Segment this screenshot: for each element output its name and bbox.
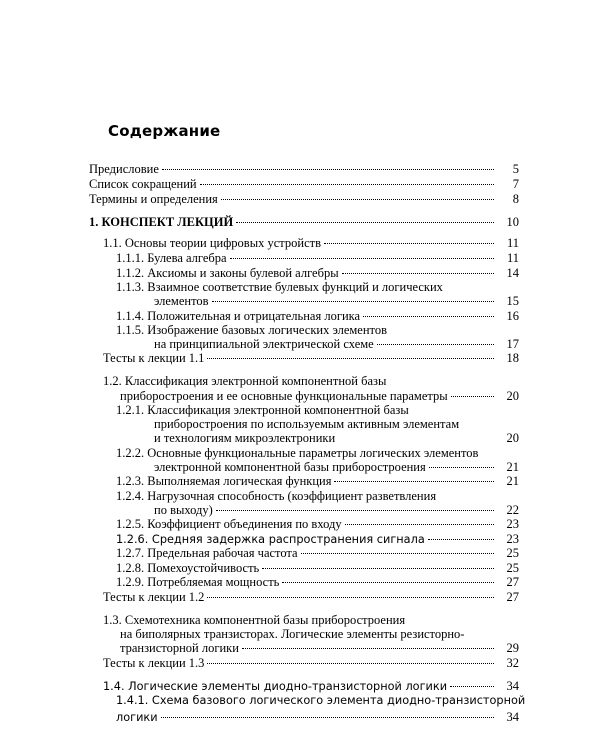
toc-entry-title: 1.2.5. Коэффициент объединения по входу [116,517,342,531]
toc-entry-tests-1-1[interactable] [103,351,519,365]
dot-leader [429,467,494,468]
toc-entry-1-2-line1[interactable]: 1.2. Классификация электронной компонентной базы [103,374,387,388]
toc-entry-1-2-9[interactable] [116,575,519,589]
toc-entry-terminy[interactable] [89,192,519,206]
toc-entry-title: на принципиальной электрической схеме [154,337,374,351]
dot-leader [450,686,494,687]
toc-entry-title: 1.1. Основы теории цифровых устройств [103,236,321,250]
dot-leader [345,524,494,525]
toc-entry-title: 1.1.1. Булева алгебра [116,251,227,265]
toc-entry-konspekt[interactable] [89,215,519,229]
dot-leader [324,243,494,244]
toc-entry-title: Тесты к лекции 1.3 [103,656,205,670]
toc-entry-title: 1. КОНСПЕКТ ЛЕКЦИЙ [89,215,234,229]
dot-leader [236,222,494,223]
toc-entry-1-2-3[interactable] [116,474,519,488]
dot-leader [363,316,494,317]
toc-entry-page: 21 [506,474,519,488]
toc-entry-1-3[interactable] [103,641,519,655]
toc-entry-title: Тесты к лекции 1.1 [103,351,205,365]
toc-entry-title: 1.1.4. Положительная и отрицательная логика [116,309,361,323]
dot-leader [162,169,494,170]
toc-entry-1-2-1-line1[interactable]: 1.2.1. Классификация электронной компонентной базы [116,403,409,417]
dot-leader [212,301,494,302]
toc-entry-1-2-2[interactable] [116,460,519,474]
toc-entry-spisok[interactable] [89,177,519,191]
toc-entry-tests-1-3[interactable] [103,656,519,670]
toc-entry-1-4-1-line1[interactable]: 1.4.1. Схема базового логического элемента диодно-транзисторной [116,694,526,707]
toc-entry-1-1-5[interactable] [116,337,519,351]
dot-leader [342,273,494,274]
toc-entry-1-1[interactable] [103,236,519,250]
toc-entry-page: 7 [512,177,519,191]
toc-entry-page: 20 [506,431,519,445]
dot-leader [216,510,494,511]
toc-entry-title: 1.2.9. Потребляемая мощность [116,575,280,589]
toc-entry-page: 23 [506,532,519,546]
toc-entry-1-4-1[interactable] [116,710,519,725]
dot-leader [207,663,494,664]
toc-entry-1-2-4-line1[interactable]: 1.2.4. Нагрузочная способность (коэффициент разветвления [116,489,437,503]
toc-entry-1-2-2-line1[interactable]: 1.2.2. Основные функциональные параметры логических элементов [116,446,479,460]
toc-entry-page: 8 [512,192,519,206]
toc-entry-page: 17 [506,337,519,351]
toc-entry-page: 21 [506,460,519,474]
dot-leader [451,396,494,397]
toc-entry-page: 20 [506,389,519,403]
toc-entry-1-2-1[interactable] [116,431,519,445]
dot-leader [230,258,494,259]
dot-leader [221,199,494,200]
dot-leader [334,481,494,482]
toc-entry-page: 14 [506,266,519,280]
toc-entry-page: 27 [506,575,519,589]
toc-entry-1-3-line1[interactable]: 1.3. Схемотехника компонентной базы приборостроения [103,613,406,627]
toc-entry-page: 5 [512,162,519,176]
toc-entry-1-4[interactable] [103,679,519,694]
toc-entry-title: 1.1.2. Аксиомы и законы булевой алгебры [116,266,339,280]
toc-entry-title: Тесты к лекции 1.2 [103,590,205,604]
toc-entry-title: Предисловие [89,162,159,176]
dot-leader [207,358,494,359]
toc-entry-1-1-3[interactable] [116,294,519,308]
toc-entry-predislovie[interactable] [89,162,519,176]
dot-leader [301,553,494,554]
toc-entry-1-2-4[interactable] [116,503,519,517]
toc-entry-title: 1.2.7. Предельная рабочая частота [116,546,298,560]
toc-entry-title: транзисторной логики [120,641,239,655]
toc-entry-title: электронной компонентной базы приборостроения [154,460,426,474]
toc-entry-page: 34 [506,679,519,693]
toc-entry-1-1-3-line1[interactable]: 1.1.3. Взаимное соответствие булевых функций и логических [116,280,443,294]
dot-leader [161,717,494,718]
toc-entry-page: 10 [506,215,519,229]
toc-entry-title: логики [116,711,158,724]
dot-leader [282,582,494,583]
toc-entry-page: 18 [506,351,519,365]
toc-entry-title: 1.2.3. Выполняемая логическая функция [116,474,332,488]
toc-entry-1-1-2[interactable] [116,266,519,280]
toc-entry-title: 1.2.6. Средняя задержка распространения сигнала [116,533,425,546]
toc-entry-title: Термины и определения [89,192,218,206]
toc-entry-page: 23 [506,517,519,531]
toc-entry-page: 27 [506,590,519,604]
toc-entry-1-2-7[interactable] [116,546,519,560]
dot-leader [262,568,494,569]
toc-entry-tests-1-2[interactable] [103,590,519,604]
dot-leader [200,184,494,185]
toc-entry-1-1-5-line1[interactable]: 1.1.5. Изображение базовых логических элементов [116,323,387,337]
toc-entry-page: 15 [506,294,519,308]
toc-entry-page: 11 [506,251,519,265]
dot-leader [428,539,494,540]
toc-entry-title: и технологиям микроэлектроники [154,431,336,445]
dot-leader [242,648,494,649]
toc-entry-title: по выходу) [154,503,213,517]
toc-entry-title: элементов [154,294,209,308]
toc-entry-page: 32 [506,656,519,670]
toc-entry-1-2-5[interactable] [116,517,519,531]
toc-entry-title: приборостроения и ее основные функциональные параметры [120,389,448,403]
dot-leader [377,344,494,345]
toc-entry-title: Список сокращений [89,177,197,191]
toc-entry-page: 29 [506,641,519,655]
toc-entry-1-2[interactable] [103,389,519,403]
toc-entry-title: 1.4. Логические элементы диодно-транзисторной логики [103,680,448,693]
toc-entry-1-2-8[interactable] [116,561,519,575]
toc-entry-page: 25 [506,546,519,560]
toc-entry-page: 11 [506,236,519,250]
toc-entry-title: 1.2.8. Помехоустойчивость [116,561,260,575]
page-title: Содержание [108,122,221,140]
toc-entry-1-1-4[interactable] [116,309,519,323]
toc-entry-page: 16 [506,309,519,323]
toc-entry-1-1-1[interactable] [116,251,519,265]
toc-entry-1-3-line2[interactable]: на биполярных транзисторах. Логические элементы резисторно- [120,627,465,641]
dot-leader [207,597,494,598]
toc-entry-page: 25 [506,561,519,575]
toc-entry-page: 22 [506,503,519,517]
toc-entry-1-2-1-line2[interactable]: приборостроения по используемым активным элементам [154,417,460,431]
toc-entry-1-2-6[interactable] [116,532,519,547]
toc-entry-page: 34 [506,710,519,724]
